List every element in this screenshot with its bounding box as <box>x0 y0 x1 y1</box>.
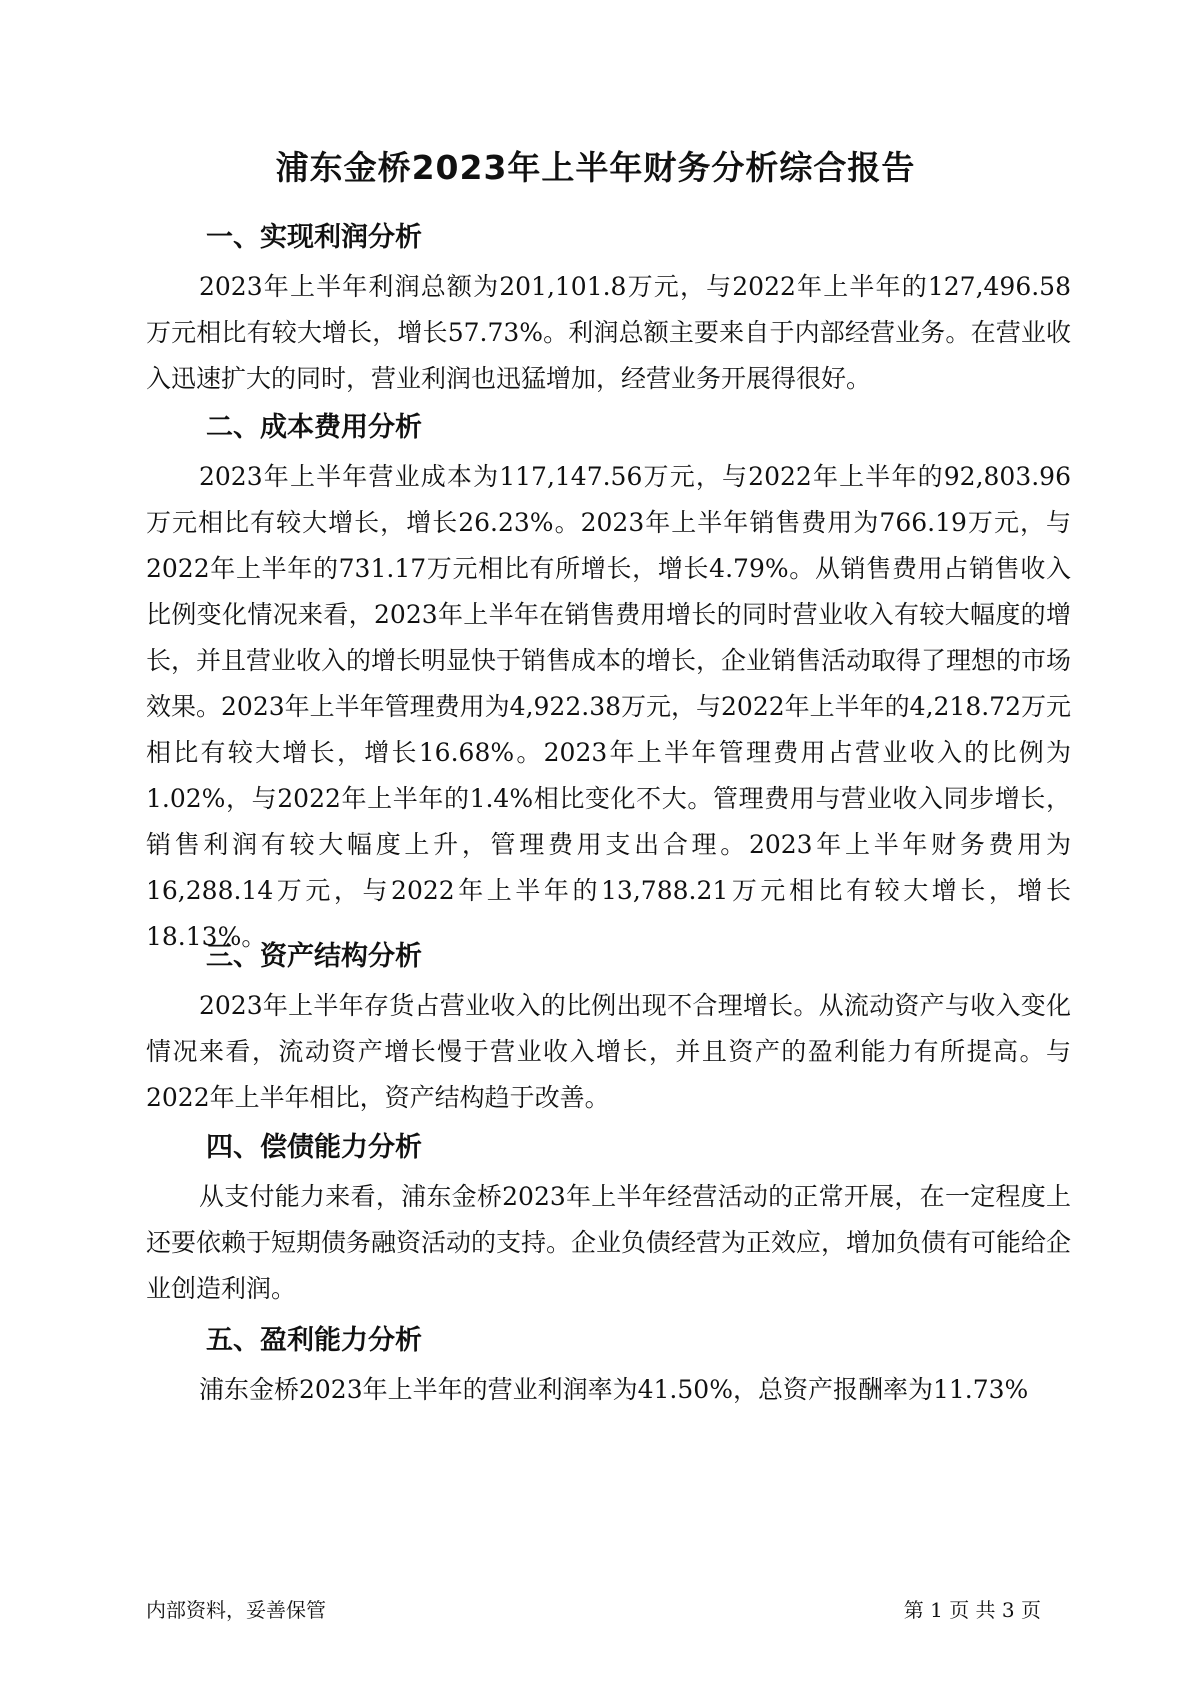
section-body-assets: 2023年上半年存货占营业收入的比例出现不合理增长。从流动资产与收入变化情况来看，流动资产增长慢于营业收入增长，并且资产的盈利能力有所提高。与2022年上半年相比，资产结构趋于改善。 <box>146 991 1071 1112</box>
section-body-profitability: 浦东金桥2023年上半年的营业利润率为41.50%，总资产报酬率为11.73% <box>199 1375 1029 1404</box>
document-title: 浦东金桥2023年上半年财务分析综合报告 <box>275 148 916 187</box>
footer-page-number: 第 1 页 共 3 页 <box>903 1598 1041 1622</box>
section-heading-profit: 一、实现利润分析 <box>206 222 422 253</box>
section-heading-profitability: 五、盈利能力分析 <box>206 1325 422 1356</box>
section-heading-assets: 三、资产结构分析 <box>206 941 422 972</box>
section-body-profit: 2023年上半年利润总额为201,101.8万元，与2022年上半年的127,496.58万元相比有较大增长，增长57.73%。利润总额主要来自于内部经营业务。在营业收入迅速扩大的同时，营业利润也迅猛增加，经营业务开展得很好。 <box>146 272 1071 393</box>
section-heading-solvency: 四、偿债能力分析 <box>206 1132 422 1163</box>
section-heading-cost: 二、成本费用分析 <box>206 412 422 443</box>
footer-confidential-note: 内部资料，妥善保管 <box>146 1598 326 1622</box>
section-body-cost: 2023年上半年营业成本为117,147.56万元，与2022年上半年的92,803.96万元相比有较大增长，增长26.23%。2023年上半年销售费用为766.19万元，与2022年上半年的731.17万元相比有所增长，增长4.79%。从销售费用占销售收入比例变化情况来看，2023年上半年在销售费用增长的同时营业收入有较大幅度的增长，并且营业收入的增长明显快于销售成本的增长，企业销售活动取得了理想的市场效果。2023年上半年管理费用为4,922.38万元，与2022年上半年的4,218.72万元相比有较大增长，增长16.68%。2023年上半年管理费用占营业收入的比例为1.02%，与2022年上半年的1.4%相比变化不大。管理费用与营业收入同步增长，销售利润有较大幅度上升，管理费用支出合理。2023年上半年财务费用为16,288.14万元，与2022年上半年的13,788.21万元相比有较大增长，增长18.13%。 <box>146 462 1072 951</box>
section-body-solvency: 从支付能力来看，浦东金桥2023年上半年经营活动的正常开展，在一定程度上还要依赖于短期债务融资活动的支持。企业负债经营为正效应，增加负债有可能给企业创造利润。 <box>146 1182 1072 1303</box>
